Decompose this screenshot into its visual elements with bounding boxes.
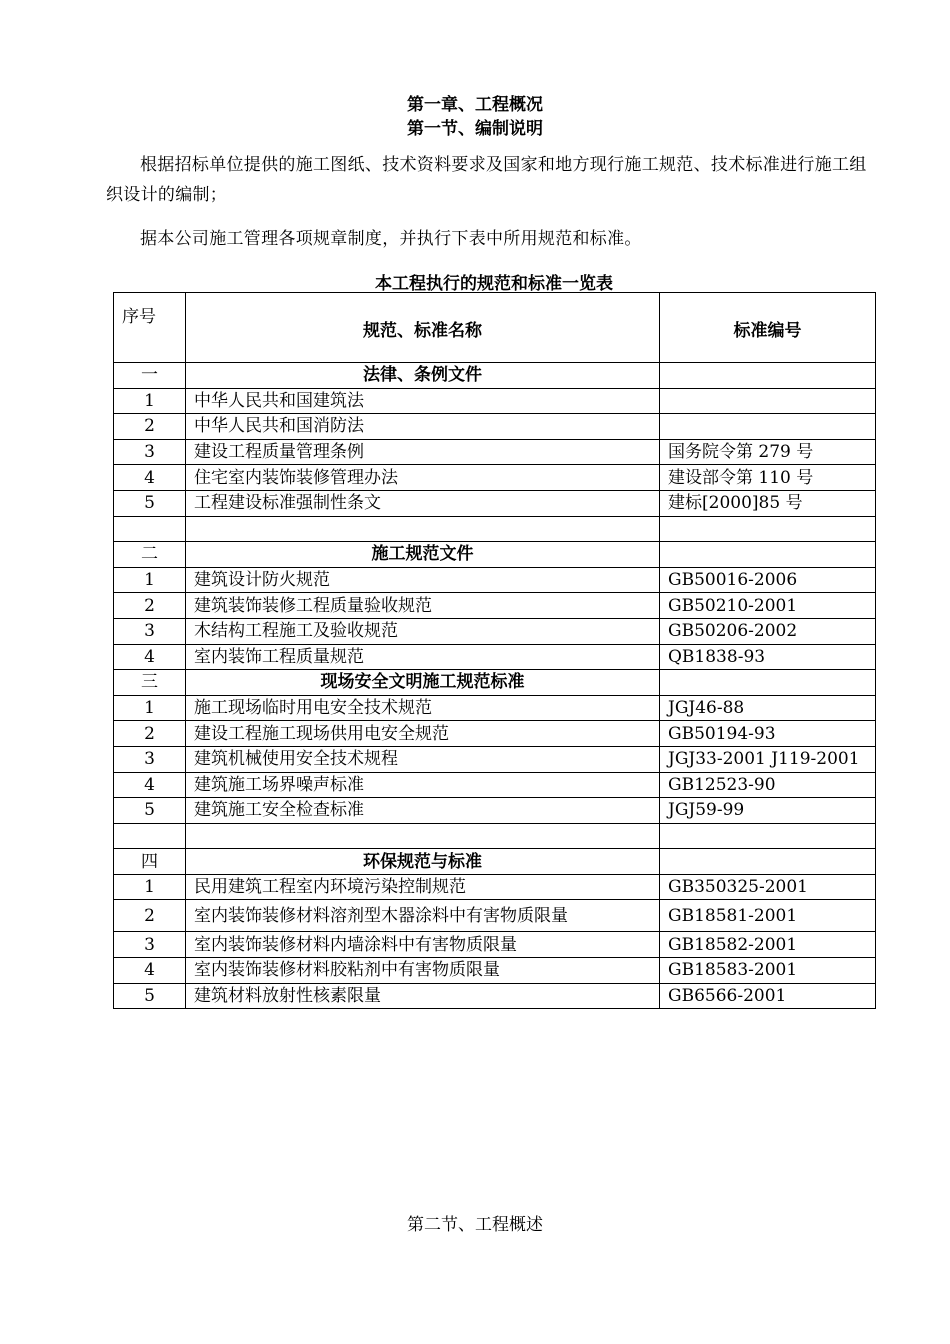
table-row (114, 542, 876, 568)
row-no-cell: 二 (114, 542, 186, 568)
row-no-cell: 一 (114, 363, 186, 389)
row-no-cell: 4 (114, 644, 186, 670)
row-name-cell: 建设工程施工现场供用电安全规范 (186, 721, 660, 747)
row-code-cell (660, 849, 876, 875)
row-name-cell: 现场安全文明施工规范标准 (186, 670, 660, 696)
row-name-cell: 建设工程质量管理条例 (186, 439, 660, 465)
row-no-cell: 4 (114, 958, 186, 984)
table-row (114, 644, 876, 670)
row-code-cell (660, 670, 876, 696)
row-no-cell: 2 (114, 414, 186, 440)
row-no-cell: 4 (114, 465, 186, 491)
row-code-cell (660, 388, 876, 414)
table-row (114, 363, 876, 389)
row-name-cell: 施工现场临时用电安全技术规范 (186, 695, 660, 721)
row-no-cell: 三 (114, 670, 186, 696)
row-name-cell: 法律、条例文件 (186, 363, 660, 389)
header-code: 标准编号 (660, 293, 876, 363)
table-row (114, 746, 876, 772)
table-header-row (114, 293, 876, 363)
row-code-cell: QB1838-93 (660, 644, 876, 670)
row-name-cell: 建筑施工场界噪声标准 (186, 772, 660, 798)
row-code-cell: JGJ59-99 (660, 798, 876, 824)
table-row (114, 721, 876, 747)
table-row (114, 798, 876, 824)
table-row (114, 490, 876, 516)
table-row (114, 593, 876, 619)
section-title: 第一节、编制说明 (407, 119, 543, 139)
row-name-cell: 建筑机械使用安全技术规程 (186, 746, 660, 772)
row-name-cell (186, 516, 660, 542)
row-name-cell: 木结构工程施工及验收规范 (186, 618, 660, 644)
standards-table-body (114, 293, 876, 1009)
standards-table (113, 292, 876, 1009)
row-name-cell: 环保规范与标准 (186, 849, 660, 875)
row-no-cell: 5 (114, 983, 186, 1009)
row-name-cell: 建筑施工安全检查标准 (186, 798, 660, 824)
row-code-cell (660, 542, 876, 568)
row-no-cell: 4 (114, 772, 186, 798)
row-name-cell: 建筑装饰装修工程质量验收规范 (186, 593, 660, 619)
table-row (114, 414, 876, 440)
row-no-cell (114, 823, 186, 849)
row-code-cell: GB350325-2001 (660, 874, 876, 900)
table-row (114, 849, 876, 875)
table-row (114, 772, 876, 798)
table-row (114, 516, 876, 542)
row-code-cell: GB18581-2001 (660, 900, 876, 932)
row-no-cell: 3 (114, 618, 186, 644)
row-code-cell: JGJ46-88 (660, 695, 876, 721)
row-name-cell: 中华人民共和国消防法 (186, 414, 660, 440)
row-code-cell: 建标[2000]85 号 (660, 490, 876, 516)
row-no-cell (114, 516, 186, 542)
row-code-cell (660, 516, 876, 542)
row-code-cell: 国务院令第 279 号 (660, 439, 876, 465)
row-no-cell: 2 (114, 593, 186, 619)
row-name-cell: 室内装饰装修材料溶剂型木器涂料中有害物质限量 (186, 900, 660, 932)
row-name-cell: 住宅室内装饰装修管理办法 (186, 465, 660, 491)
row-no-cell: 2 (114, 900, 186, 932)
table-row (114, 695, 876, 721)
row-code-cell: GB50206-2002 (660, 618, 876, 644)
row-no-cell: 四 (114, 849, 186, 875)
row-code-cell: GB50210-2001 (660, 593, 876, 619)
row-name-cell: 工程建设标准强制性条文 (186, 490, 660, 516)
row-no-cell: 5 (114, 490, 186, 516)
table-row (114, 618, 876, 644)
header-name: 规范、标准名称 (186, 293, 660, 363)
row-code-cell (660, 823, 876, 849)
table-row (114, 670, 876, 696)
row-no-cell: 1 (114, 567, 186, 593)
row-no-cell: 3 (114, 932, 186, 958)
row-code-cell: GB18582-2001 (660, 932, 876, 958)
table-row (114, 823, 876, 849)
row-code-cell (660, 363, 876, 389)
table-caption: 本工程执行的规范和标准一览表 (375, 274, 613, 294)
row-name-cell: 民用建筑工程室内环境污染控制规范 (186, 874, 660, 900)
row-name-cell: 室内装饰装修材料胶粘剂中有害物质限量 (186, 958, 660, 984)
section2-title: 第二节、工程概述 (407, 1215, 543, 1235)
row-name-cell (186, 823, 660, 849)
row-name-cell: 室内装饰工程质量规范 (186, 644, 660, 670)
table-row (114, 567, 876, 593)
chapter-title: 第一章、工程概况 (407, 95, 543, 115)
header-no: 序号 (114, 293, 186, 363)
table-row (114, 465, 876, 491)
table-row (114, 439, 876, 465)
table-row (114, 983, 876, 1009)
row-name-cell: 室内装饰装修材料内墙涂料中有害物质限量 (186, 932, 660, 958)
row-no-cell: 1 (114, 388, 186, 414)
table-row (114, 958, 876, 984)
row-code-cell (660, 414, 876, 440)
table-row (114, 932, 876, 958)
row-code-cell: JGJ33-2001 J119-2001 (660, 746, 876, 772)
row-code-cell: 建设部令第 110 号 (660, 465, 876, 491)
row-code-cell: GB18583-2001 (660, 958, 876, 984)
row-no-cell: 3 (114, 439, 186, 465)
row-no-cell: 1 (114, 695, 186, 721)
row-no-cell: 3 (114, 746, 186, 772)
row-name-cell: 施工规范文件 (186, 542, 660, 568)
row-code-cell: GB12523-90 (660, 772, 876, 798)
row-code-cell: GB50016-2006 (660, 567, 876, 593)
row-name-cell: 建筑材料放射性核素限量 (186, 983, 660, 1009)
row-name-cell: 建筑设计防火规范 (186, 567, 660, 593)
row-no-cell: 2 (114, 721, 186, 747)
row-name-cell: 中华人民共和国建筑法 (186, 388, 660, 414)
table-row (114, 388, 876, 414)
row-no-cell: 1 (114, 874, 186, 900)
row-no-cell: 5 (114, 798, 186, 824)
row-code-cell: GB50194-93 (660, 721, 876, 747)
table-row (114, 874, 876, 900)
policy-paragraph: 据本公司施工管理各项规章制度，并执行下表中所用规范和标准。 (140, 229, 642, 249)
row-code-cell: GB6566-2001 (660, 983, 876, 1009)
table-row (114, 900, 876, 932)
intro-paragraph: 根据招标单位提供的施工图纸、技术资料要求及国家和地方现行施工规范、技术标准进行施工组织设计的编制； (106, 155, 867, 205)
